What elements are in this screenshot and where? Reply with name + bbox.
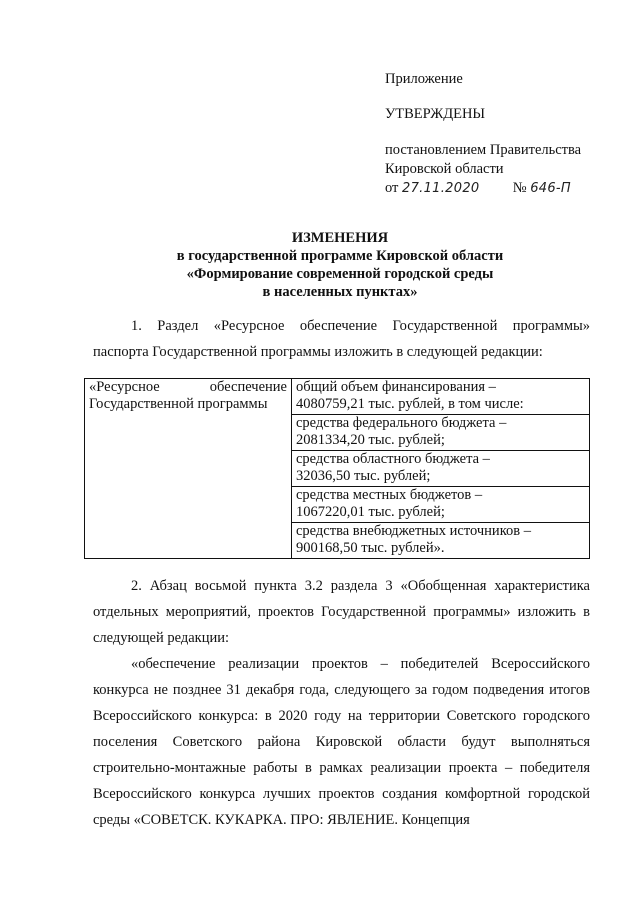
resource-row-regional — [292, 451, 589, 487]
title-line-3: «Формирование современной городской среды — [186, 266, 494, 282]
resource-row-line-2: 1067220,01 тыс. рублей; — [296, 504, 445, 520]
number-prefix: № — [512, 180, 527, 196]
resource-table — [84, 378, 590, 559]
resource-row-line-1: средства внебюджетных источников – — [296, 523, 531, 539]
section-2-quote-paragraph: «обеспечение реализации проектов – победителей Всероссийского конкурса не позднее 31 декабря года, следующего за годом подведения итогов Всероссийского конкурса: в 2020 году на территории Советского городского поселения Советского района Кировской области будут выполняться строительно-монтажные работы в рамках реализации проекта – победителя Всероссийского конкурса лучших проектов создания комфортной городской среды «СОВЕТСК. КУКАРКА. ПРО: ЯВЛЕНИЕ. Концепция — [93, 656, 590, 828]
resource-row-line-1: средства местных бюджетов – — [296, 487, 483, 503]
resource-row-line-1: средства областного бюджета – — [296, 451, 490, 467]
resource-row-line-2: 2081334,20 тыс. рублей; — [296, 432, 445, 448]
title-line-4: в населенных пунктах» — [262, 284, 418, 300]
resource-row-extrabudgetary — [292, 523, 589, 558]
approved-label: УТВЕРЖДЕНЫ — [385, 106, 486, 122]
resource-row-local — [292, 487, 589, 523]
resource-row-line-2: 32036,50 тыс. рублей; — [296, 468, 431, 484]
title-line-2: в государственной программе Кировской области — [176, 248, 504, 264]
resource-row-total — [292, 379, 589, 415]
resource-row-line-1: средства федерального бюджета – — [296, 415, 507, 431]
approval-block — [385, 70, 581, 198]
date-number-line — [385, 179, 581, 198]
resource-row-line-2: 4080759,21 тыс. рублей, в том числе: — [296, 396, 524, 412]
resource-table-label-cell: «Ресурсное обеспечение Государственной программы — [85, 379, 292, 559]
section-1-paragraph: 1. Раздел «Ресурсное обеспечение Государственной программы» паспорта Государственной программы изложить в следующей редакции: — [93, 318, 590, 360]
section-2-paragraph: 2. Абзац восьмой пункта 3.2 раздела 3 «Обобщенная характеристика отдельных мероприятий, проектов Государственной программы» изложить в следующей редакции: — [93, 578, 590, 646]
decree-line-2: Кировской области — [385, 161, 504, 177]
resource-table-values-cell — [292, 379, 590, 559]
decree-line-1: постановлением Правительства — [385, 142, 582, 158]
handwritten-number: 646-П — [530, 181, 571, 196]
appendix-label: Приложение — [385, 71, 463, 87]
handwritten-date: 27.11.2020 — [402, 181, 480, 196]
title-line-1: ИЗМЕНЕНИЯ — [291, 230, 389, 246]
document-title — [0, 229, 640, 301]
date-prefix: от — [385, 180, 399, 196]
resource-row-line-1: общий объем финансирования – — [296, 379, 496, 395]
resource-row-line-2: 900168,50 тыс. рублей». — [296, 540, 445, 556]
resource-row-federal — [292, 415, 589, 451]
